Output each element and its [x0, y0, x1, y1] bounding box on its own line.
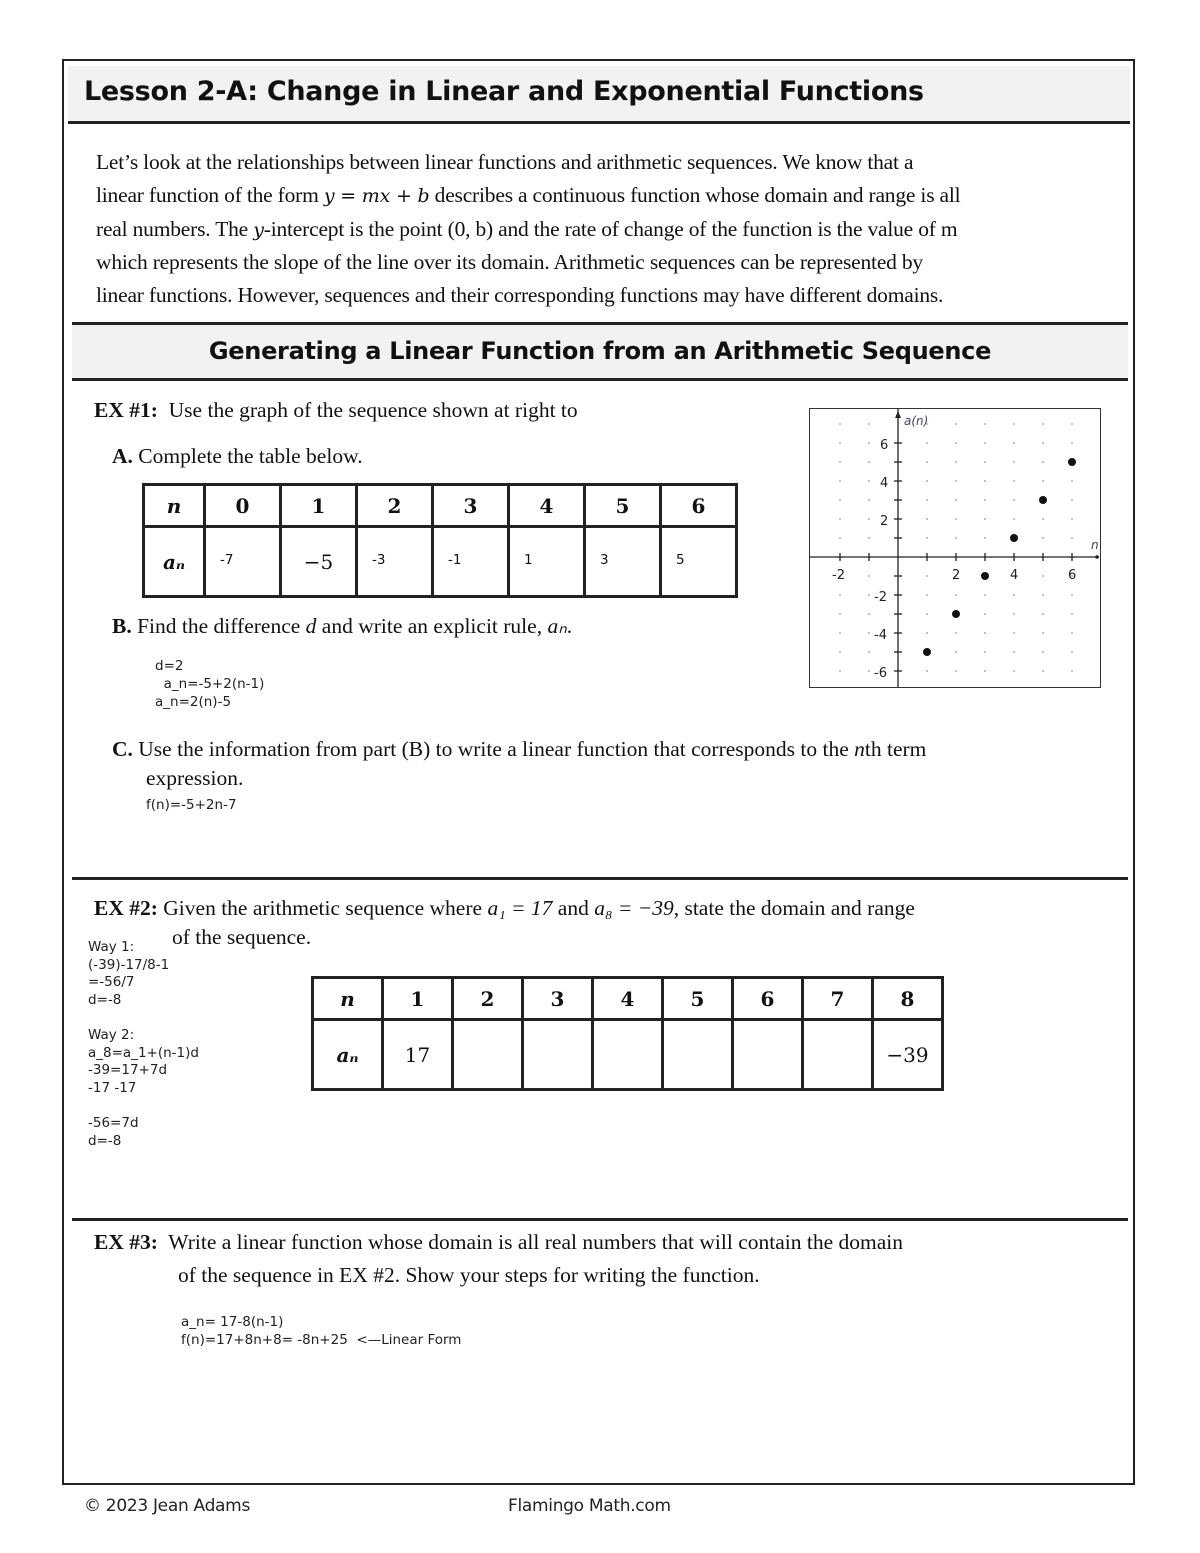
- ex1-part-c-line2: expression.: [146, 766, 244, 790]
- lesson-title-bar: [68, 66, 1130, 124]
- svg-text:2: 2: [952, 568, 961, 583]
- intro-paragraph: [96, 146, 1126, 312]
- table-cell-n: 7: [803, 978, 873, 1020]
- table-cell-an[interactable]: [733, 1020, 803, 1090]
- table-cell-n: 1: [383, 978, 453, 1020]
- ex3-prompt: EX #3: Write a linear function whose domain is all real numbers that will contain the domain: [94, 1230, 903, 1254]
- table-cell-an[interactable]: -1: [433, 527, 509, 597]
- svg-text:a(n): a(n): [904, 414, 929, 428]
- table-cell-n: 3: [523, 978, 593, 1020]
- svg-text:2: 2: [880, 514, 889, 529]
- ex1-part-c-work[interactable]: f(n)=-5+2n-7: [146, 797, 237, 813]
- intro-line-5: linear functions. However, sequences and their corresponding functions may have different domains.: [96, 283, 944, 308]
- ex2-prompt-line2: of the sequence.: [172, 925, 312, 949]
- ex2-work[interactable]: Way 1: (-39)-17/8-1 =-56/7 d=-8 Way 2: a_8=a_1+(n-1)d -39=17+7d -17 -17 -56=7d d=-8: [88, 939, 199, 1149]
- table-cell-an: 17: [383, 1020, 453, 1090]
- table-cell-n: 5: [663, 978, 733, 1020]
- table-header-n: n: [313, 978, 383, 1020]
- table-cell-an: −5: [281, 527, 357, 597]
- svg-text:-6: -6: [874, 666, 887, 681]
- sequence-graph: [809, 408, 1101, 688]
- ex1-part-c: C. Use the information from part (B) to write a linear function that corresponds to the nth term: [112, 737, 927, 761]
- ex3-work[interactable]: a_n= 17-8(n-1) f(n)=17+8n+8= -8n+25 <—Linear Form: [181, 1314, 462, 1348]
- table-cell-an[interactable]: [663, 1020, 733, 1090]
- svg-text:-4: -4: [874, 628, 887, 643]
- table-cell-an[interactable]: -7: [205, 527, 281, 597]
- svg-text:6: 6: [1068, 568, 1077, 583]
- table-cell-n: 6: [733, 978, 803, 1020]
- table-cell-n: 6: [661, 485, 737, 527]
- table-cell-an[interactable]: 1: [509, 527, 585, 597]
- ex2-sequence-table: [311, 976, 944, 1091]
- ex1-part-b: B. Find the difference d and write an explicit rule, aₙ.: [112, 614, 573, 638]
- footer-site: Flamingo Math.com: [508, 1496, 671, 1516]
- scatter-plot: [810, 409, 1100, 687]
- intro-line-4: which represents the slope of the line over its domain. Arithmetic sequences can be represented by: [96, 250, 923, 275]
- intro-line-2: linear function of the form y = mx + b describes a continuous function whose domain and range is all: [96, 182, 961, 207]
- svg-text:4: 4: [880, 476, 889, 491]
- table-cell-n: 4: [593, 978, 663, 1020]
- table-cell-an: −39: [873, 1020, 943, 1090]
- svg-text:6: 6: [880, 438, 889, 453]
- table-header-n: n: [144, 485, 205, 527]
- section-title: Generating a Linear Function from an Arithmetic Sequence: [208, 337, 992, 365]
- lesson-title: Lesson 2-A: Change in Linear and Exponential Functions: [84, 76, 924, 107]
- divider: [72, 877, 1128, 880]
- ex1-sequence-table: [142, 483, 738, 598]
- table-cell-an[interactable]: 3: [585, 527, 661, 597]
- svg-text:-2: -2: [874, 590, 887, 605]
- table-cell-n: 4: [509, 485, 585, 527]
- table-header-an: aₙ: [313, 1020, 383, 1090]
- table-cell-n: 2: [453, 978, 523, 1020]
- table-cell-an[interactable]: -3: [357, 527, 433, 597]
- footer-copyright: © 2023 Jean Adams: [84, 1496, 250, 1516]
- table-cell-an[interactable]: 5: [661, 527, 737, 597]
- table-cell-n: 1: [281, 485, 357, 527]
- table-cell-an[interactable]: [523, 1020, 593, 1090]
- divider: [72, 1218, 1128, 1221]
- svg-text:4: 4: [1010, 568, 1019, 583]
- table-cell-n: 8: [873, 978, 943, 1020]
- svg-text:-2: -2: [832, 568, 845, 583]
- table-cell-an[interactable]: [593, 1020, 663, 1090]
- ex2-prompt: EX #2: Given the arithmetic sequence where a₁ = 17 and a₈ = −39, state the domain and range: [94, 896, 915, 920]
- table-cell-n: 0: [205, 485, 281, 527]
- ex1-part-b-work[interactable]: d=2 a_n=-5+2(n-1) a_n=2(n)-5: [155, 658, 265, 710]
- table-cell-n: 5: [585, 485, 661, 527]
- svg-text:n: n: [1091, 538, 1099, 552]
- table-cell-n: 2: [357, 485, 433, 527]
- ex3-prompt-line2: of the sequence in EX #2. Show your steps for writing the function.: [178, 1263, 760, 1287]
- table-cell-an[interactable]: [453, 1020, 523, 1090]
- ex1-part-a: A. Complete the table below.: [112, 444, 363, 468]
- table-cell-an[interactable]: [803, 1020, 873, 1090]
- table-header-an: aₙ: [144, 527, 205, 597]
- intro-line-1: Let’s look at the relationships between linear functions and arithmetic sequences. We know that a: [96, 150, 914, 174]
- table-cell-n: 3: [433, 485, 509, 527]
- intro-line-3: real numbers. The y-intercept is the point (0, b) and the rate of change of the function is the value of m: [96, 216, 958, 241]
- section-header-bar: [72, 322, 1128, 381]
- ex1-prompt: EX #1: Use the graph of the sequence shown at right to: [94, 398, 578, 422]
